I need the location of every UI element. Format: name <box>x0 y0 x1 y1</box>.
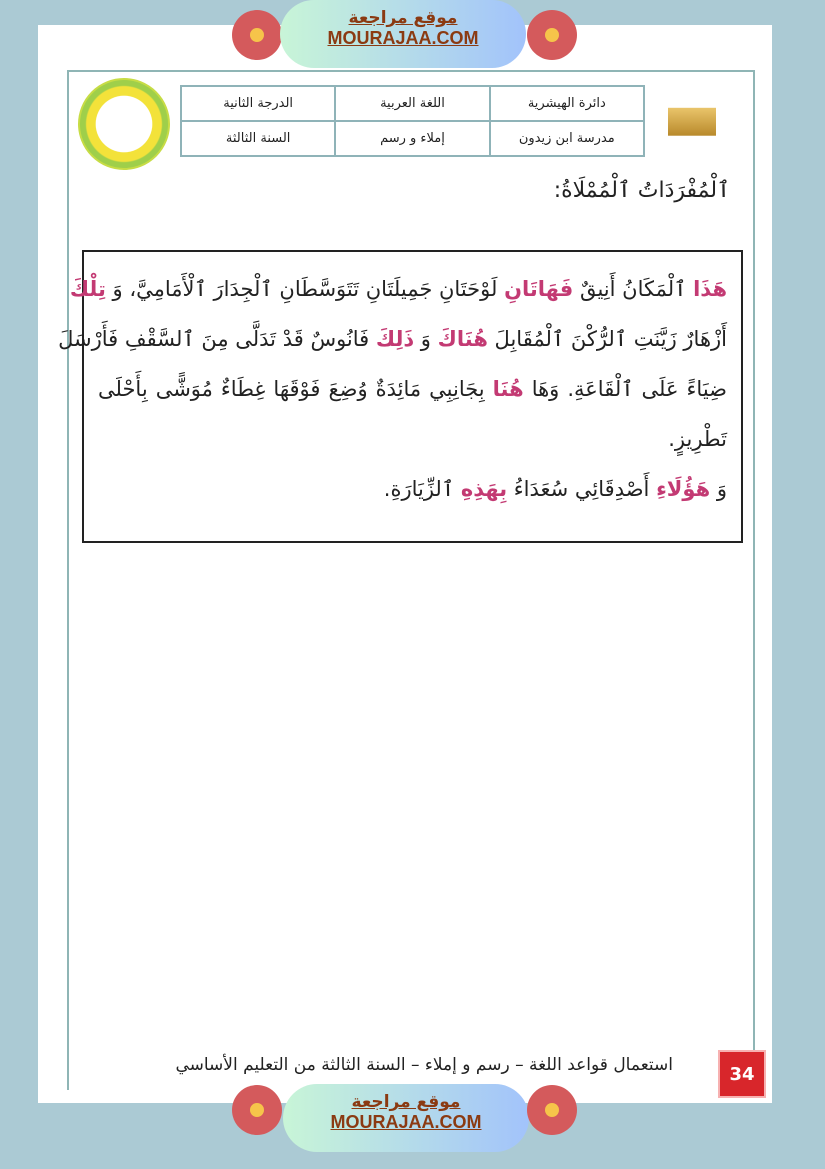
site-logo-icon <box>232 10 282 60</box>
table-cell: إملاء و رسم <box>335 121 489 156</box>
paragraph-line <box>98 414 727 464</box>
highlighted-word: بِهَذِهِ <box>460 477 508 501</box>
text-segment: فَانُوسٌ قَدْ تَدَلَّى مِنَ ٱلسَّقْفِ فَأَرْسَلَ <box>58 327 376 351</box>
text-segment: وَ <box>414 327 438 351</box>
site-logo-icon <box>527 1085 577 1135</box>
ministry-logo <box>668 92 716 154</box>
paragraph-line <box>98 464 727 514</box>
paragraph-line <box>98 364 727 414</box>
footer-text: استعمال قواعد اللغة – رسم و إملاء – السنة الثالثة من التعليم الأساسي <box>175 1055 673 1075</box>
banner-arabic: موقع مراجعة <box>348 8 458 28</box>
paragraph-line <box>69 264 727 314</box>
table-cell: اللغة العربية <box>335 86 489 121</box>
highlighted-word: فَهَاتَانِ <box>504 277 574 301</box>
highlighted-word: هُنَاكَ <box>437 327 488 351</box>
school-logo <box>78 78 170 170</box>
site-banner-top[interactable] <box>280 0 526 68</box>
text-segment: أَزْهَارٌ زَيَّنَتِ ٱلرُّكْنَ ٱلْمُقَابِلَ <box>487 327 727 351</box>
banner-english: MOURAJAA.COM <box>327 28 479 48</box>
site-logo-icon <box>232 1085 282 1135</box>
highlighted-word: تِلْكَ <box>69 277 106 301</box>
highlighted-word: ذَلِكَ <box>375 327 415 351</box>
text-segment: وَ <box>710 477 727 501</box>
highlighted-word: هَؤُلَاءِ <box>656 477 711 501</box>
section-title: ٱلْمُفْرَدَاتُ ٱلْمُمْلَاةُ: <box>553 178 730 203</box>
site-logo-icon <box>527 10 577 60</box>
text-segment: تَطْرِيزٍ. <box>668 427 727 451</box>
text-segment: ٱلْمَكَانُ أَنِيقٌ <box>573 277 694 301</box>
text-segment: بِجَانِبِي مَائِدَةٌ وُضِعَ فَوْقَهَا غِطَاءٌ مُوَشًّى بِأَحْلَى <box>98 377 493 401</box>
header-table <box>180 85 645 157</box>
dictation-paragraph-box <box>58 250 743 543</box>
page-number-badge: 34 <box>718 1050 766 1098</box>
table-row <box>181 86 644 121</box>
banner-arabic: موقع مراجعة <box>351 1092 461 1112</box>
text-segment: لَوْحَتَانِ جَمِيلَتَانِ تَتَوَسَّطَانِ ٱلْجِدَارَ ٱلْأَمَامِيَّ، وَ <box>105 277 505 301</box>
highlighted-word: هَذَا <box>693 277 727 301</box>
text-segment: ٱلزِّيَارَةِ. <box>383 477 461 501</box>
table-cell: مدرسة ابن زيدون <box>490 121 644 156</box>
site-banner-bottom[interactable] <box>283 1084 529 1152</box>
text-segment: أَصْدِقَائِي سُعَدَاءُ <box>507 477 657 501</box>
table-row <box>181 121 644 156</box>
table-cell: السنة الثالثة <box>181 121 335 156</box>
table-cell: دائرة الهيشرية <box>490 86 644 121</box>
table-cell: الدرجة الثانية <box>181 86 335 121</box>
highlighted-word: هُنَا <box>492 377 524 401</box>
banner-english: MOURAJAA.COM <box>330 1112 482 1132</box>
paragraph-line <box>58 314 727 364</box>
text-segment: ضِيَاءً عَلَى ٱلْقَاعَةِ. وَهَا <box>523 377 727 401</box>
page-frame <box>67 70 755 1090</box>
